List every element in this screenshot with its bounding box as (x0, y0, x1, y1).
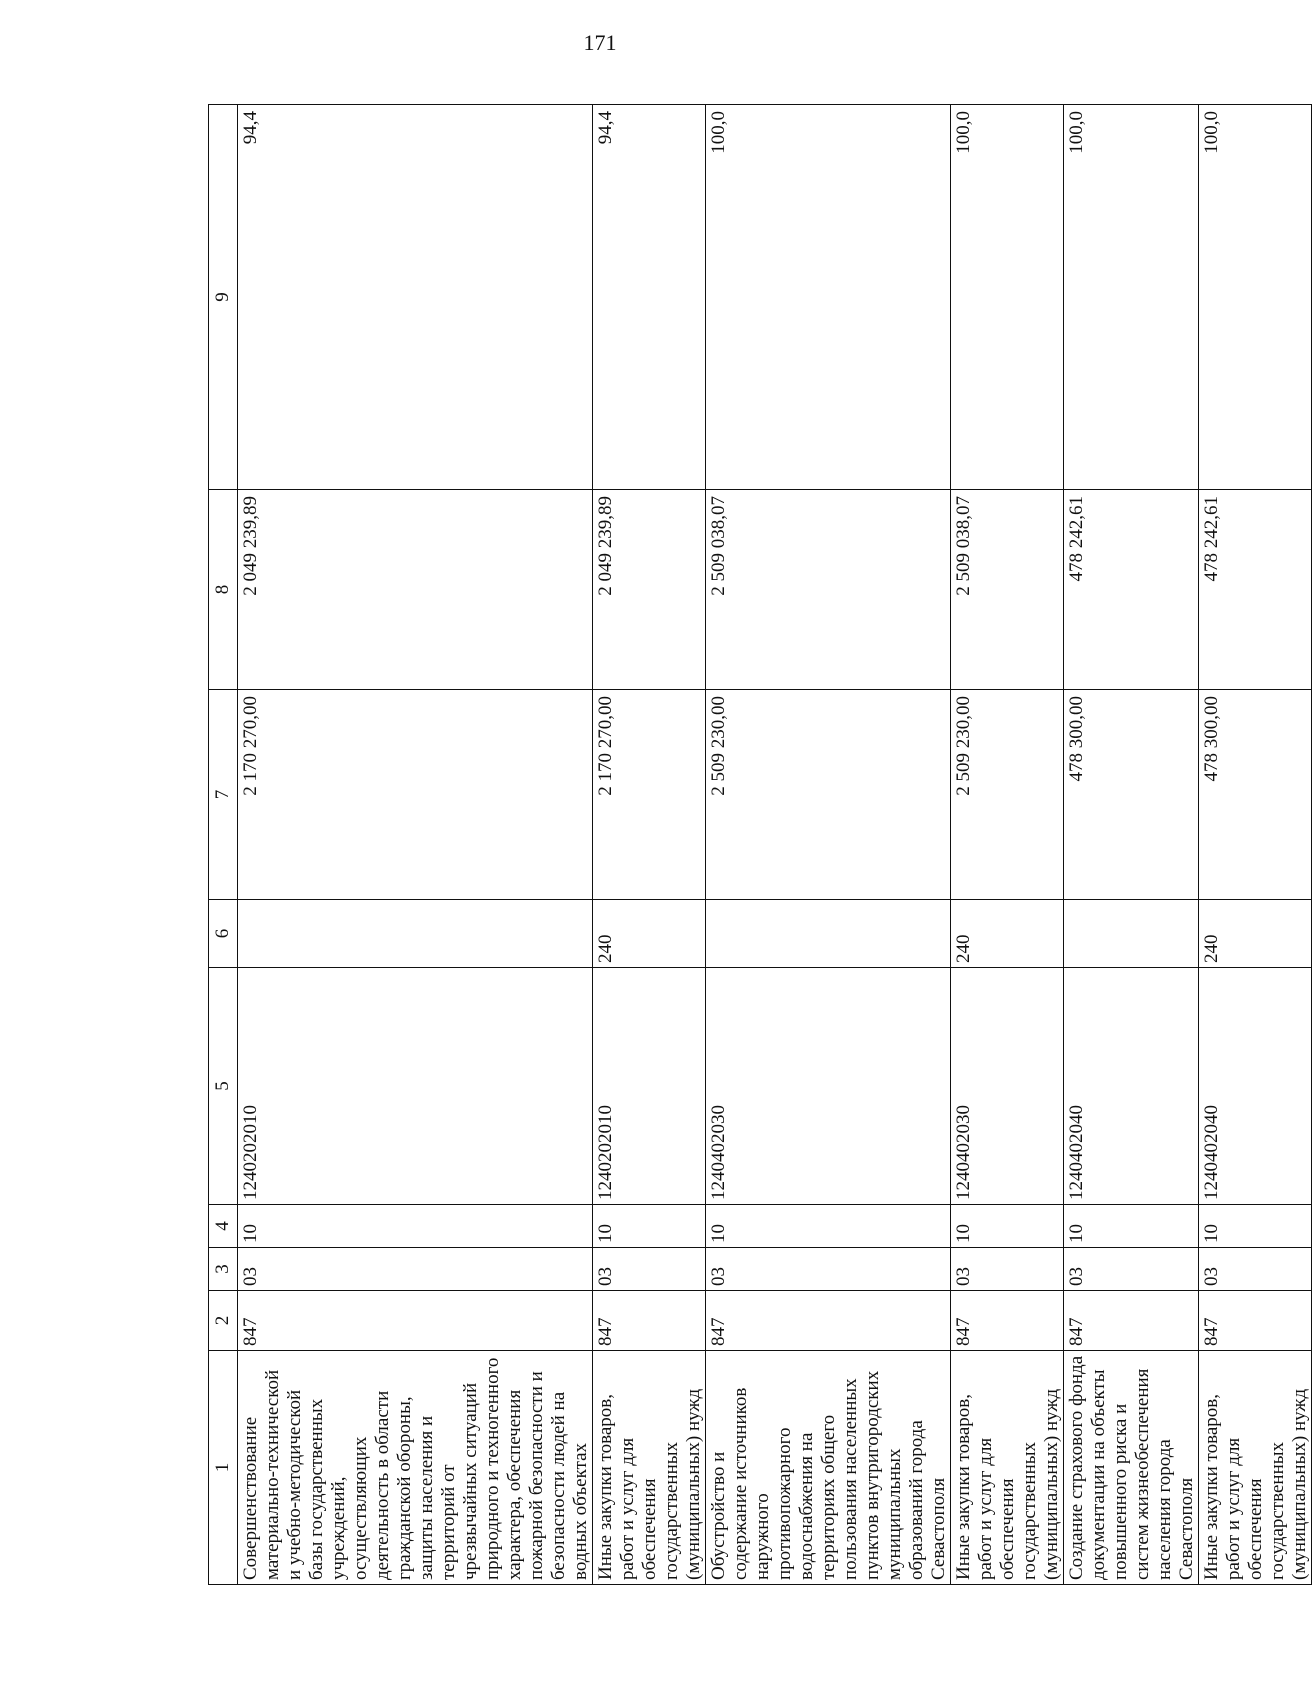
column-header: 3 (209, 1248, 238, 1291)
row-description: Создание страхового фонда документации на объекты повышенного риска и систем жизнеобеспечения населения города Севастополя (1064, 1351, 1199, 1585)
column-header: 9 (209, 105, 238, 490)
subsection-code: 10 (1064, 1205, 1199, 1248)
ministry-code: 847 (593, 1291, 706, 1351)
table-row (1199, 105, 1312, 1585)
planned-amount: 2 170 270,00 (593, 690, 706, 900)
planned-amount: 2 509 230,00 (706, 690, 951, 900)
section-code: 03 (706, 1248, 951, 1291)
column-header: 6 (209, 900, 238, 968)
column-header: 5 (209, 968, 238, 1205)
expense-type-code (1064, 900, 1199, 968)
table-row (238, 105, 593, 1585)
execution-percent: 100,0 (1064, 105, 1199, 490)
table-row (706, 105, 951, 1585)
header-row (209, 105, 238, 1585)
column-header: 7 (209, 690, 238, 900)
section-code: 03 (593, 1248, 706, 1291)
column-header: 2 (209, 1291, 238, 1351)
column-header: 8 (209, 490, 238, 690)
execution-percent: 94,4 (238, 105, 593, 490)
target-article-code: 1240202010 (593, 968, 706, 1205)
page-number: 171 (583, 30, 617, 55)
subsection-code: 10 (593, 1205, 706, 1248)
expense-type-code: 240 (593, 900, 706, 968)
row-description: Совершенствование материально-технической и учебно-методической базы государственных учреждений, осуществляющих деятельность в области гражданской обороны, защиты населения и территорий от чрезвычайных ситуаций природного и техногенного характера, обеспечения пожарной безопасности и безопасности людей на водных объектах (238, 1351, 593, 1585)
executed-amount: 2 049 239,89 (238, 490, 593, 690)
planned-amount: 478 300,00 (1064, 690, 1199, 900)
section-code: 03 (1064, 1248, 1199, 1291)
row-description: Иные закупки товаров, работ и услуг для обеспечения государственных (муниципальных) нужд (593, 1351, 706, 1585)
expense-type-code (238, 900, 593, 968)
subsection-code: 10 (1199, 1205, 1312, 1248)
target-article-code: 1240402040 (1199, 968, 1312, 1205)
execution-percent: 100,0 (951, 105, 1064, 490)
target-article-code: 1240202010 (238, 968, 593, 1205)
section-code: 03 (1199, 1248, 1312, 1291)
table-row (1064, 105, 1199, 1585)
row-description: Обустройство и содержание источников наружного противопожарного водоснабжения на территориях общего пользования населенных пунктов внутригородских муниципальных образований города Севастополя (706, 1351, 951, 1585)
planned-amount: 478 300,00 (1199, 690, 1312, 900)
ministry-code: 847 (706, 1291, 951, 1351)
row-description: Иные закупки товаров, работ и услуг для обеспечения государственных (муниципальных) нужд (1199, 1351, 1312, 1585)
subsection-code: 10 (706, 1205, 951, 1248)
executed-amount: 478 242,61 (1199, 490, 1312, 690)
subsection-code: 10 (238, 1205, 593, 1248)
ministry-code: 847 (238, 1291, 593, 1351)
section-code: 03 (238, 1248, 593, 1291)
target-article-code: 1240402030 (951, 968, 1064, 1205)
executed-amount: 2 509 038,07 (706, 490, 951, 690)
subsection-code: 10 (951, 1205, 1064, 1248)
ministry-code: 847 (1199, 1291, 1312, 1351)
expense-type-code (706, 900, 951, 968)
planned-amount: 2 170 270,00 (238, 690, 593, 900)
table-row (951, 105, 1064, 1585)
executed-amount: 2 509 038,07 (951, 490, 1064, 690)
row-description: Иные закупки товаров, работ и услуг для обеспечения государственных (муниципальных) нужд (951, 1351, 1064, 1585)
executed-amount: 478 242,61 (1064, 490, 1199, 690)
column-header: 4 (209, 1205, 238, 1248)
execution-percent: 94,4 (593, 105, 706, 490)
section-code: 03 (951, 1248, 1064, 1291)
executed-amount: 2 049 239,89 (593, 490, 706, 690)
expense-type-code: 240 (951, 900, 1064, 968)
column-header: 1 (209, 1351, 238, 1585)
target-article-code: 1240402030 (706, 968, 951, 1205)
budget-table (208, 104, 1312, 1585)
ministry-code: 847 (1064, 1291, 1199, 1351)
ministry-code: 847 (951, 1291, 1064, 1351)
planned-amount: 2 509 230,00 (951, 690, 1064, 900)
rotated-table-wrapper (208, 105, 1310, 1585)
table-row (593, 105, 706, 1585)
execution-percent: 100,0 (1199, 105, 1312, 490)
target-article-code: 1240402040 (1064, 968, 1199, 1205)
execution-percent: 100,0 (706, 105, 951, 490)
expense-type-code: 240 (1199, 900, 1312, 968)
